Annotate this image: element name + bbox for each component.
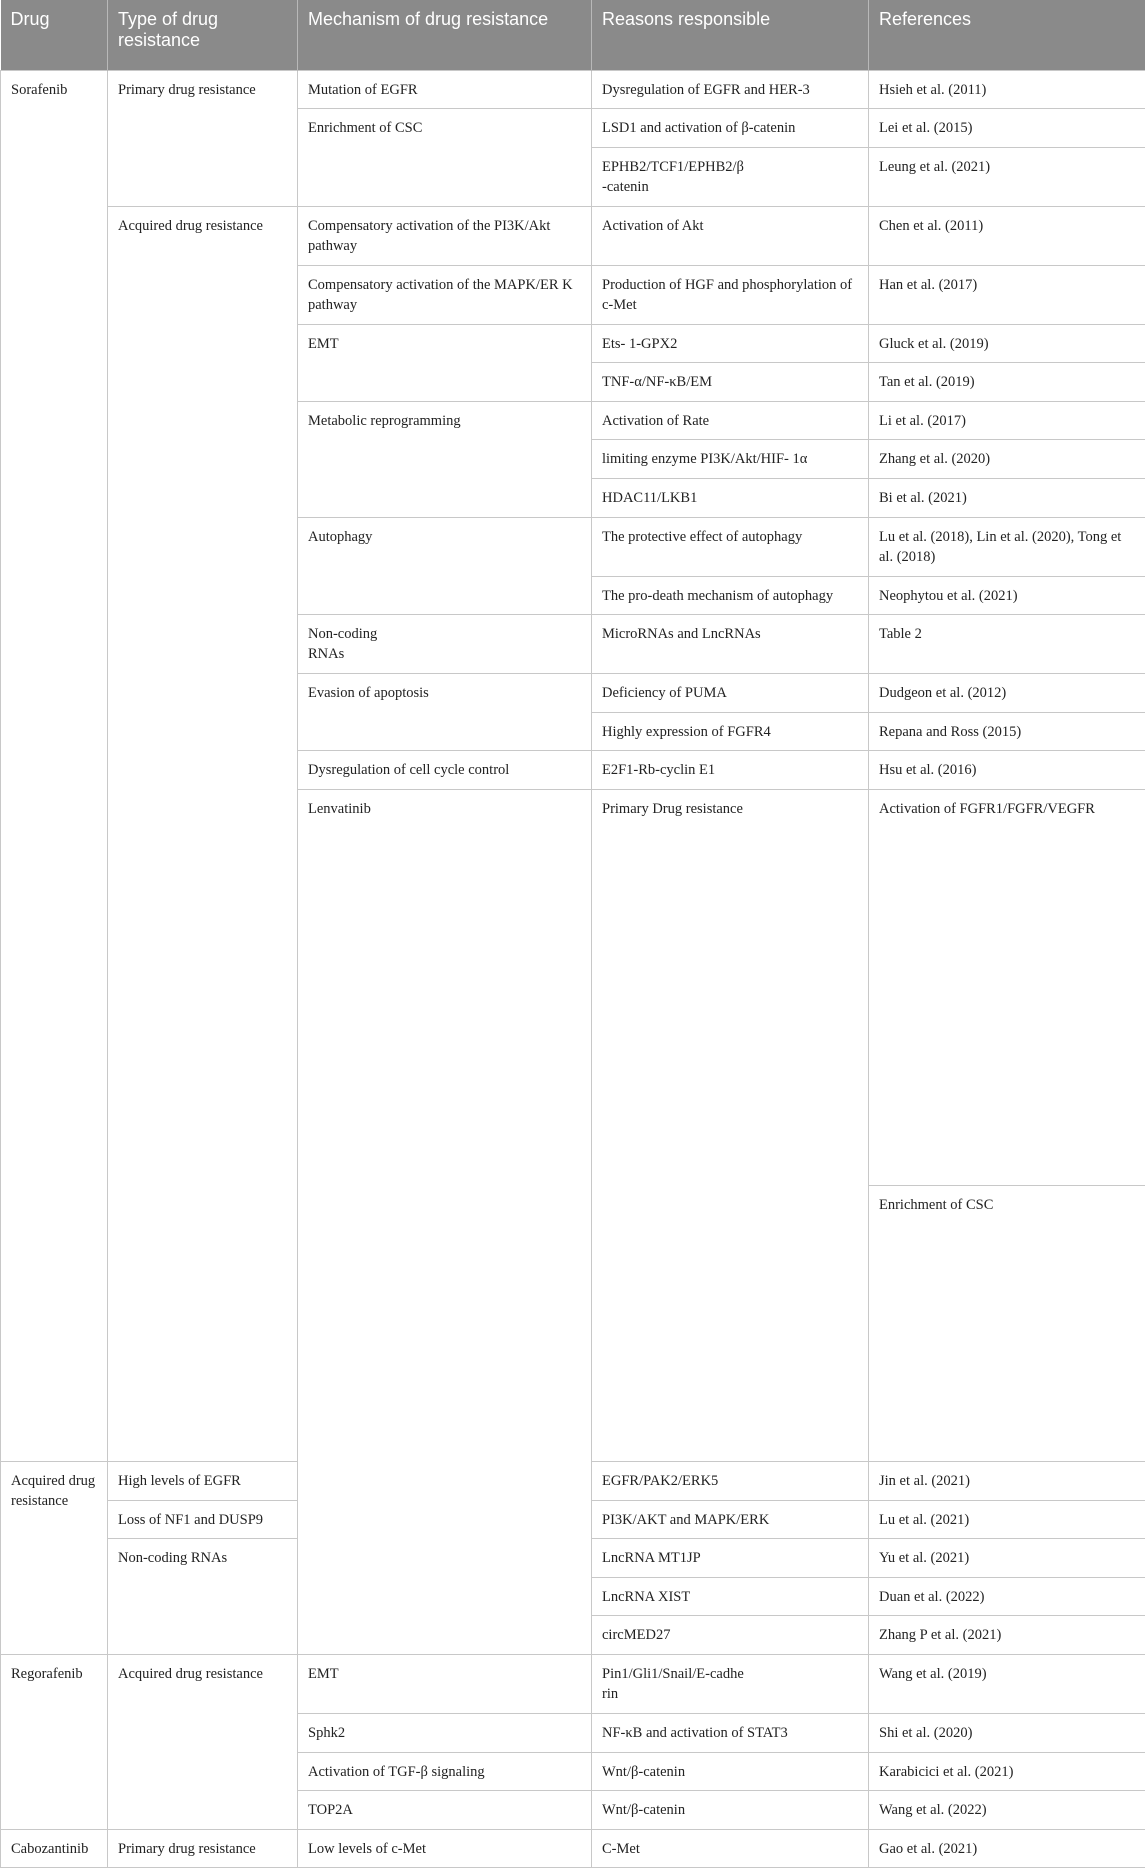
reference-cell: Zhang P et al. (2021) [869, 1616, 1145, 1655]
reference-cell: Lu et al. (2021) [869, 1500, 1145, 1539]
reason-cell: EGFR/PAK2/ERK5 [592, 1462, 869, 1501]
header-row [1, 0, 1145, 70]
reference-cell: Li et al. (2017) [869, 401, 1145, 440]
reference-cell: Neophytou et al. (2021) [869, 576, 1145, 615]
reason-cell: Wnt/β-catenin [592, 1752, 869, 1791]
mechanism-cell: Dysregulation of cell cycle control [298, 751, 592, 790]
drug-cell: Sorafenib [1, 70, 108, 1462]
header-type: Type of drug resistance [108, 0, 298, 70]
reason-cell: TNF-α/NF-κB/EM [592, 363, 869, 402]
reason-cell: E2F1-Rb-cyclin E1 [592, 751, 869, 790]
mechanism-cell: Sphk2 [298, 1714, 592, 1753]
mechanism-cell: EMT [298, 1655, 592, 1714]
reference-cell: Han et al. (2017) [869, 265, 1145, 324]
reason-cell: LncRNA XIST [592, 1577, 869, 1616]
reference-cell: Jin et al. (2021) [869, 1462, 1145, 1501]
reference-cell: Wang et al. (2022) [869, 1791, 1145, 1830]
mechanism-cell: Evasion of apoptosis [298, 674, 592, 751]
drug-cell: Lenvatinib [298, 790, 592, 1655]
mechanism-cell: High levels of EGFR [108, 1462, 298, 1501]
table-row [1, 1829, 1145, 1868]
table-row [1, 70, 1145, 109]
reason-cell: The protective effect of autophagy [592, 517, 869, 576]
drug-cell: Cabozantinib [1, 1829, 108, 1868]
reason-cell: The pro-death mechanism of autophagy [592, 576, 869, 615]
reference-cell: Gluck et al. (2019) [869, 324, 1145, 363]
reference-cell: Yu et al. (2021) [869, 1539, 1145, 1578]
mechanism-cell: Activation of FGFR1/FGFR/VEGFR [869, 790, 1145, 1186]
reason-cell: Deficiency of PUMA [592, 674, 869, 713]
reason-cell: Dysregulation of EGFR and HER-3 [592, 70, 869, 109]
reason-cell: EPHB2/TCF1/EPHB2/β -catenin [592, 147, 869, 206]
reference-cell: Hsu et al. (2016) [869, 751, 1145, 790]
table-body [1, 70, 1145, 1868]
reason-cell: Pin1/Gli1/Snail/E-cadhe rin [592, 1655, 869, 1714]
mechanism-cell: Compensatory activation of the PI3K/Akt pathway [298, 206, 592, 265]
reference-cell: Dudgeon et al. (2012) [869, 674, 1145, 713]
table-header [1, 0, 1145, 70]
reference-cell: Tan et al. (2019) [869, 363, 1145, 402]
reason-cell: PI3K/AKT and MAPK/ERK [592, 1500, 869, 1539]
reason-cell: Activation of Rate [592, 401, 869, 440]
reference-cell: Duan et al. (2022) [869, 1577, 1145, 1616]
header-drug: Drug [1, 0, 108, 70]
reference-cell: Lei et al. (2015) [869, 109, 1145, 148]
reason-cell: LSD1 and activation of β-catenin [592, 109, 869, 148]
mechanism-cell: Metabolic reprogramming [298, 401, 592, 517]
mechanism-cell: Enrichment of CSC [869, 1186, 1145, 1462]
reason-cell: Activation of Akt [592, 206, 869, 265]
table-row [1, 206, 1145, 265]
reason-cell: NF-κB and activation of STAT3 [592, 1714, 869, 1753]
reason-cell: HDAC11/LKB1 [592, 479, 869, 518]
header-references: References [869, 0, 1145, 70]
resistance-type-cell: Acquired drug resistance [108, 1655, 298, 1830]
reference-cell: Table 2 [869, 615, 1145, 674]
reference-cell: Karabicici et al. (2021) [869, 1752, 1145, 1791]
mechanism-cell: Loss of NF1 and DUSP9 [108, 1500, 298, 1539]
resistance-type-cell: Primary Drug resistance [592, 790, 869, 1462]
reason-cell: circMED27 [592, 1616, 869, 1655]
reason-cell: C-Met [592, 1829, 869, 1868]
reason-cell: Wnt/β-catenin [592, 1791, 869, 1830]
reason-cell: limiting enzyme PI3K/Akt/HIF- 1α [592, 440, 869, 479]
resistance-type-cell: Acquired drug resistance [108, 206, 298, 1461]
resistance-type-cell: Acquired drug resistance [1, 1462, 108, 1655]
reference-cell: Leung et al. (2021) [869, 147, 1145, 206]
header-mechanism: Mechanism of drug resistance [298, 0, 592, 70]
reference-cell: Wang et al. (2019) [869, 1655, 1145, 1714]
reference-cell: Shi et al. (2020) [869, 1714, 1145, 1753]
mechanism-cell: Non-coding RNAs [298, 615, 592, 674]
mechanism-cell: Compensatory activation of the MAPK/ER K pathway [298, 265, 592, 324]
reason-cell: MicroRNAs and LncRNAs [592, 615, 869, 674]
reason-cell: Ets- 1-GPX2 [592, 324, 869, 363]
resistance-type-cell: Primary drug resistance [108, 70, 298, 206]
resistance-type-cell: Primary drug resistance [108, 1829, 298, 1868]
mechanism-cell: Low levels of c-Met [298, 1829, 592, 1868]
reason-cell: Highly expression of FGFR4 [592, 712, 869, 751]
drug-cell: Regorafenib [1, 1655, 108, 1830]
header-reasons: Reasons responsible [592, 0, 869, 70]
reference-cell: Lu et al. (2018), Lin et al. (2020), Tong et al. (2018) [869, 517, 1145, 576]
reference-cell: Gao et al. (2021) [869, 1829, 1145, 1868]
mechanism-cell: Autophagy [298, 517, 592, 615]
mechanism-cell: Non-coding RNAs [108, 1539, 298, 1655]
mechanism-cell: Mutation of EGFR [298, 70, 592, 109]
mechanism-cell: EMT [298, 324, 592, 401]
mechanism-cell: Enrichment of CSC [298, 109, 592, 207]
reference-cell: Bi et al. (2021) [869, 479, 1145, 518]
reference-cell: Hsieh et al. (2011) [869, 70, 1145, 109]
reference-cell: Chen et al. (2011) [869, 206, 1145, 265]
reason-cell: LncRNA MT1JP [592, 1539, 869, 1578]
mechanism-cell: TOP2A [298, 1791, 592, 1830]
reference-cell: Zhang et al. (2020) [869, 440, 1145, 479]
reason-cell: Production of HGF and phosphorylation of c-Met [592, 265, 869, 324]
table-row [1, 1655, 1145, 1714]
mechanism-cell: Activation of TGF-β signaling [298, 1752, 592, 1791]
reference-cell: Repana and Ross (2015) [869, 712, 1145, 751]
